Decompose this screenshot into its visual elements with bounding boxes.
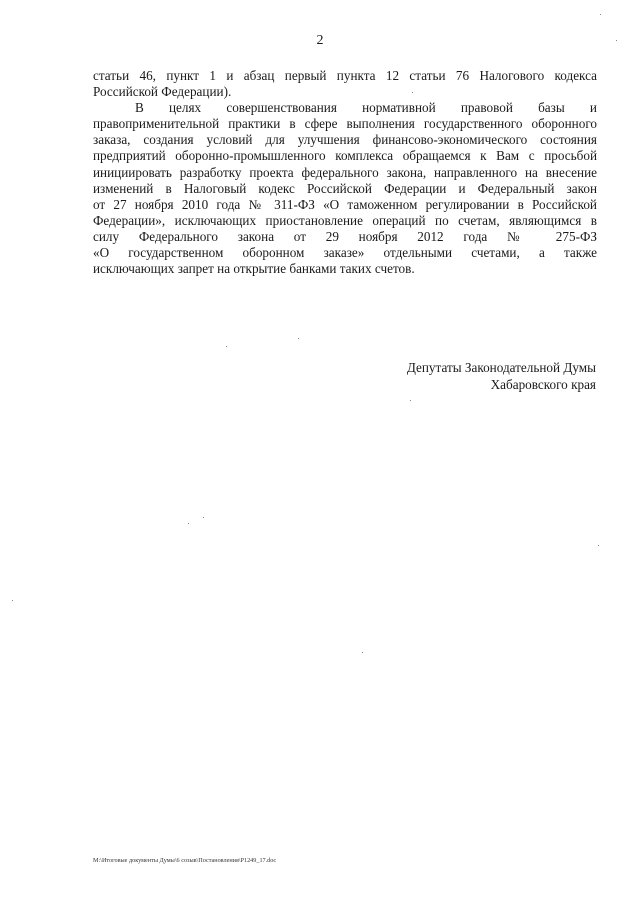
scan-speck xyxy=(410,400,411,401)
signature-line-1: Депутаты Законодательной Думы xyxy=(406,360,596,375)
page-number: 2 xyxy=(316,33,324,48)
text-line: «О государственном оборонном заказе» отдельными счетами, а также xyxy=(93,245,597,261)
scan-speck xyxy=(616,40,617,41)
scan-speck xyxy=(188,523,189,524)
scan-speck xyxy=(203,517,204,518)
text-line: статьи 46, пункт 1 и абзац первый пункта 12 статьи 76 Налогового кодекса xyxy=(93,68,597,83)
footer-file-path: M:\Итоговые документы Думы\6 созыв\Постановления\P1249_17.doc xyxy=(93,857,277,864)
text-line: В целях совершенствования нормативной правовой базы и xyxy=(135,100,597,116)
scan-speck xyxy=(600,14,601,15)
scan-speck xyxy=(298,338,299,339)
text-line: от 27 ноября 2010 года № 311-ФЗ «О таможенном регулировании в Российской xyxy=(93,196,597,212)
text-line: правоприменительной практики в сфере выполнения государственного оборонного xyxy=(93,116,597,132)
text-line: силу Федерального закона от 29 ноября 2012 года № 275-ФЗ xyxy=(93,228,597,244)
text-line: Федерации», исключающих приостановление операций по счетам, являющимся в xyxy=(93,212,597,228)
letter-body xyxy=(93,68,597,277)
text-line: предприятий оборонно-промышленного комплекса обращаемся к Вам с просьбой xyxy=(93,148,597,164)
scan-speck xyxy=(226,346,227,347)
paragraph-1 xyxy=(93,68,597,100)
text-line: исключающих запрет на открытие банками таких счетов. xyxy=(93,261,415,277)
text-line: изменений в Налоговый кодекс Российской Федерации и Федеральный закон xyxy=(93,180,597,196)
signature-line-2: Хабаровского края xyxy=(490,376,596,392)
text-line: инициировать разработку проекта федерального закона, направленного на внесение xyxy=(93,164,597,180)
scan-speck xyxy=(412,92,413,93)
scan-speck xyxy=(362,652,363,653)
signature-block xyxy=(407,360,596,393)
scan-speck xyxy=(598,545,599,546)
scan-speck xyxy=(12,600,13,601)
paragraph-2 xyxy=(93,100,597,277)
text-line: Российской Федерации). xyxy=(93,84,232,100)
text-line: заказа, создания условий для улучшения финансово-экономического состояния xyxy=(93,132,597,148)
